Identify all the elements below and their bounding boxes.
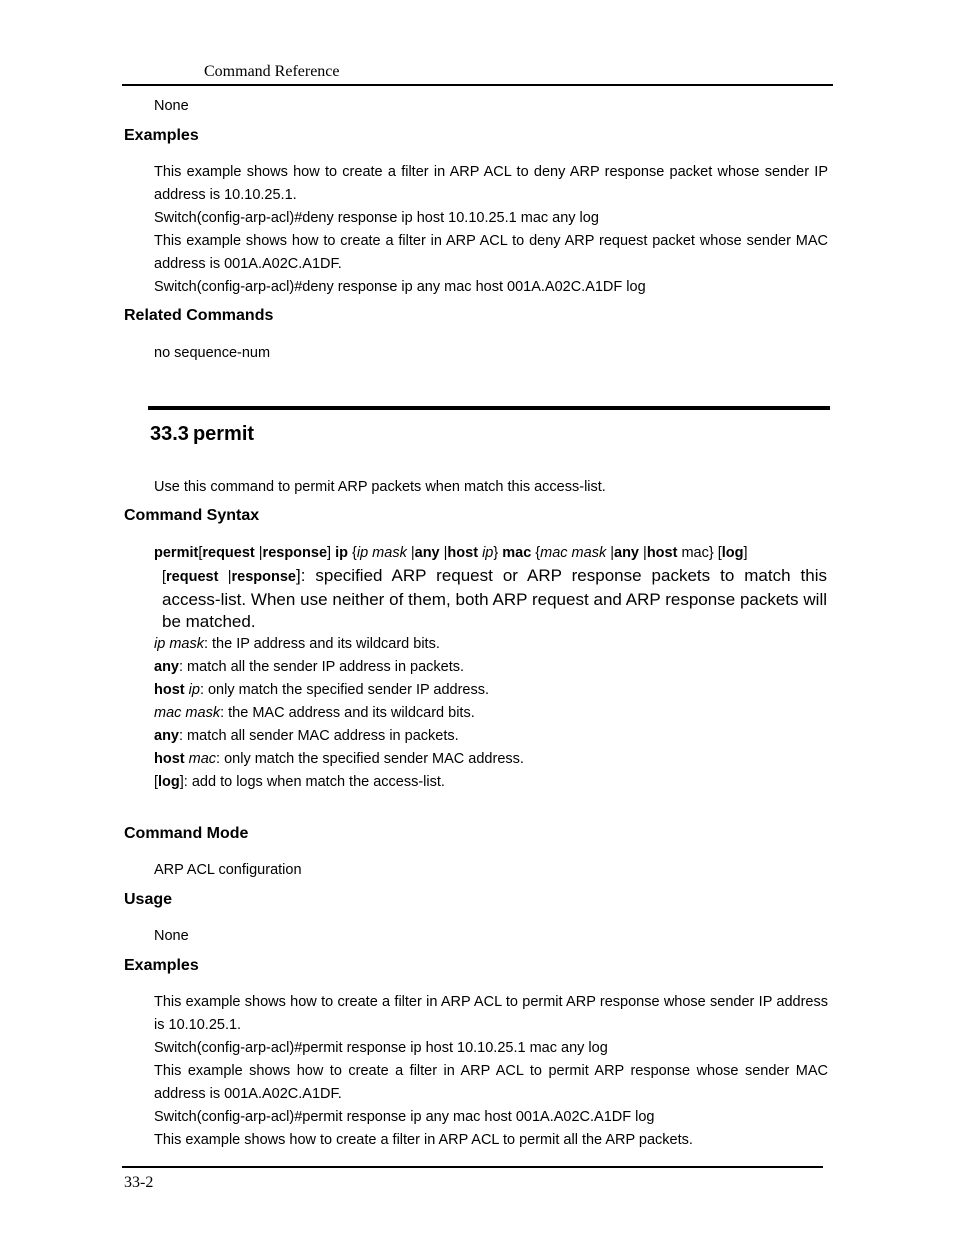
param-any-ip [154,656,464,679]
syntax-text: { [531,545,541,561]
syntax-keyword: mac [502,545,532,561]
example-text: This example shows how to create a filter in ARP ACL to permit ARP response whose sender MAC address is 001A.A02C.A1DF. [154,1063,828,1102]
syntax-keyword: host [646,545,678,561]
command-syntax-heading: Command Syntax [124,507,260,524]
param-mac-mask [154,702,475,725]
syntax-keyword: any [614,545,640,561]
param-term: any [154,659,179,675]
param-term: host [154,751,185,767]
param-text: [ [154,774,159,790]
syntax-keyword: host [447,545,479,561]
syntax-keyword: request [202,545,255,561]
syntax-variable: ip mask [356,545,407,561]
syntax-text: { [347,545,357,561]
syntax-line [154,542,748,565]
syntax-text: [ [198,545,203,561]
param-host-ip [154,679,489,702]
examples-heading: Examples [124,957,199,974]
footer-rule [122,1166,823,1168]
syntax-variable: mac mask [540,545,607,561]
usage-heading: Usage [124,891,173,908]
param-host-mac [154,748,524,771]
param-desc: : match all sender MAC address in packets. [179,728,459,744]
example-command: Switch(config-arp-acl)#permit response ip host 10.10.25.1 mac any log [154,1040,608,1056]
syntax-keyword: log [721,545,744,561]
param-request-response [162,565,827,634]
param-ip-mask [154,633,440,656]
syntax-text: | [606,545,615,561]
syntax-text: | [439,545,448,561]
syntax-variable: ip [482,545,494,561]
syntax-text: ] [743,545,748,561]
param-term: host [154,682,185,698]
param-term: ip mask [154,636,204,652]
param-text: [ [162,569,167,585]
syntax-keyword: response [262,545,328,561]
usage-value: None [154,928,189,944]
examples-heading-prev: Examples [124,127,199,144]
syntax-text: | [254,545,263,561]
param-term: any [154,728,179,744]
param-any-mac [154,725,459,748]
usage-value-prev: None [154,98,189,114]
param-desc: : the MAC address and its wildcard bits. [220,705,475,721]
syntax-keyword: permit [154,545,199,561]
running-header: Command Reference [204,63,340,80]
syntax-text: mac} [ [677,545,722,561]
example-text: This example shows how to create a filter in ARP ACL to deny ARP request packet whose sender MAC address is 001A.A02C.A1DF. [154,233,828,272]
example-text: This example shows how to create a filter in ARP ACL to permit ARP response whose sender IP address is 10.10.25.1. [154,994,828,1033]
param-desc: ]: specified ARP request or ARP response packets to match this access-list. When use neither of them, both ARP request and ARP response packets will be matched. [162,566,827,631]
param-desc: ]: add to logs when match the access-list. [179,774,445,790]
syntax-text: ] [327,545,336,561]
syntax-text: } [493,545,503,561]
param-term: mac mask [154,705,221,721]
section-title-text: permit [192,423,255,445]
param-term: request [166,569,219,585]
param-term: response [231,569,296,585]
syntax-text: | [406,545,415,561]
section-title [150,421,254,447]
example-command: Switch(config-arp-acl)#deny response ip any mac host 001A.A02C.A1DF log [154,279,646,295]
page-number: 33-2 [124,1174,154,1191]
param-log [154,771,445,794]
param-variable: mac [188,751,217,767]
related-command-value: no sequence-num [154,345,271,361]
example-text: This example shows how to create a filter in ARP ACL to permit all the ARP packets. [154,1132,693,1148]
section-rule [148,406,830,410]
command-mode-heading: Command Mode [124,825,249,842]
command-mode-value: ARP ACL configuration [154,862,302,878]
param-text: | [218,569,232,585]
syntax-keyword: ip [335,545,348,561]
param-term: log [158,774,180,790]
related-commands-heading: Related Commands [124,307,274,324]
section-number: 33.3 [150,423,189,445]
example-command: Switch(config-arp-acl)#deny response ip host 10.10.25.1 mac any log [154,210,599,226]
param-variable: ip [188,682,200,698]
param-desc: : the IP address and its wildcard bits. [203,636,440,652]
example-text: This example shows how to create a filter in ARP ACL to deny ARP response packet whose sender IP address is 10.10.25.1. [154,164,828,203]
section-intro: Use this command to permit ARP packets when match this access-list. [154,479,606,495]
param-desc: : match all the sender IP address in packets. [179,659,465,675]
example-command: Switch(config-arp-acl)#permit response ip any mac host 001A.A02C.A1DF log [154,1109,655,1125]
syntax-text: | [639,545,647,561]
header-rule [122,84,833,86]
param-desc: : only match the specified sender MAC address. [216,751,524,767]
syntax-keyword: any [414,545,440,561]
param-desc: : only match the specified sender IP address. [199,682,490,698]
